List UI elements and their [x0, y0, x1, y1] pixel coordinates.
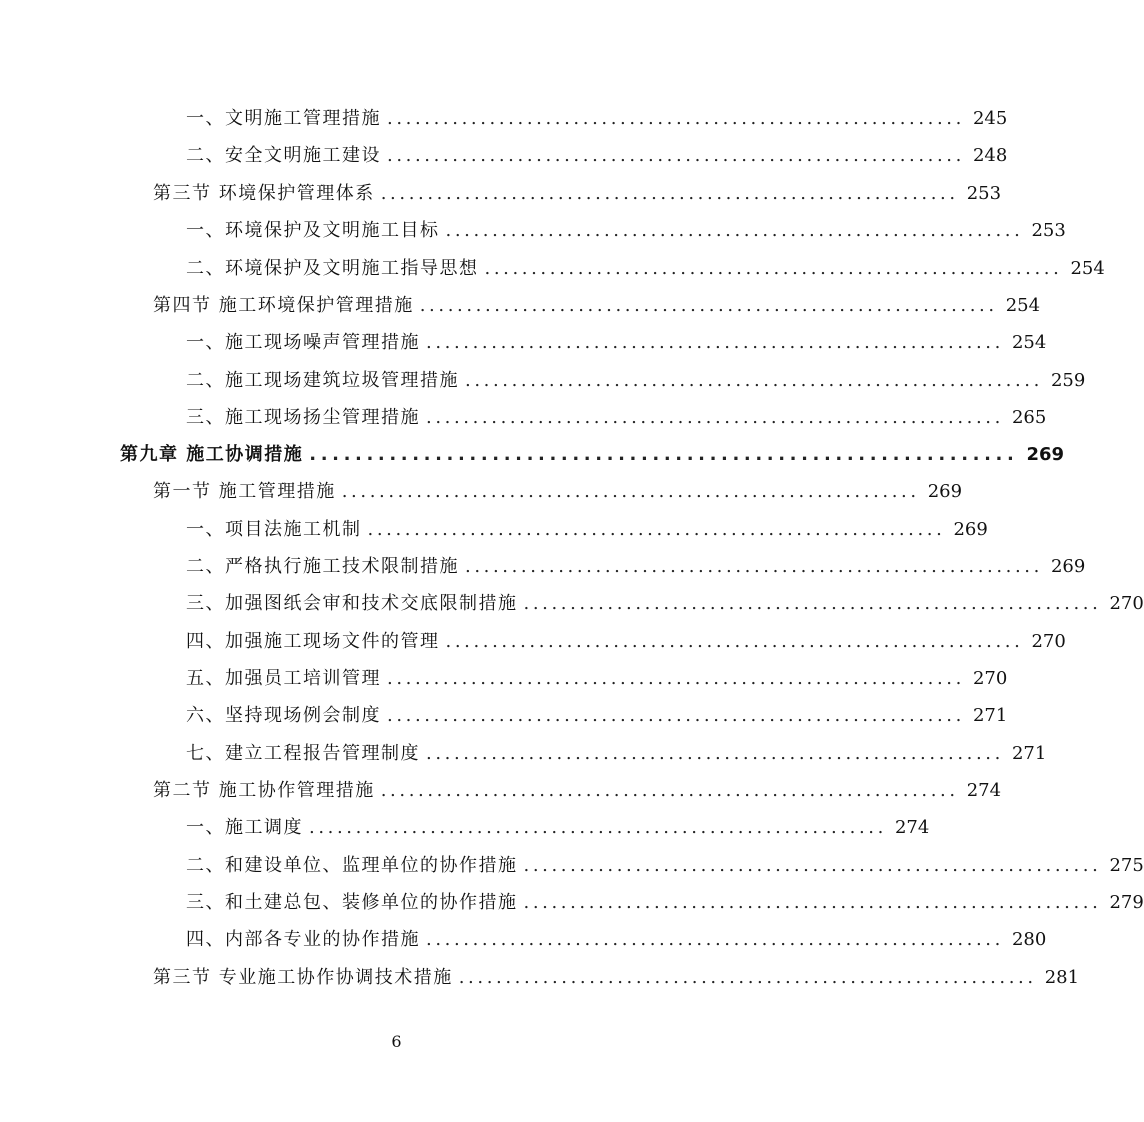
toc-entry[interactable] — [186, 740, 1047, 768]
toc-entry[interactable] — [186, 553, 1086, 581]
toc-entry[interactable] — [153, 292, 1041, 320]
toc-entry-page: 248 — [972, 145, 1008, 166]
toc-entry[interactable] — [186, 329, 1047, 357]
toc-leader-dots: .............................................................. — [458, 967, 1037, 988]
toc-leader-dots: .............................................................. — [380, 780, 959, 801]
toc-leader-dots: .............................................................. — [484, 258, 1063, 279]
toc-entry[interactable] — [153, 777, 1002, 805]
toc-entry[interactable] — [186, 142, 1008, 170]
toc-entry-title: 一、施工调度 — [186, 817, 303, 838]
toc-entry-page: 275 — [1109, 855, 1144, 876]
toc-leader-dots: .............................................................. — [426, 743, 1004, 764]
toc-chapter-entry[interactable] — [120, 441, 1065, 469]
toc-entry[interactable] — [186, 217, 1066, 245]
toc-leader-dots: .............................................................. — [445, 220, 1024, 241]
toc-entry[interactable] — [186, 852, 1144, 880]
toc-entry-title: 第一节 施工管理措施 — [153, 481, 336, 502]
toc-entry-title: 二、和建设单位、监理单位的协作措施 — [186, 855, 518, 876]
toc-entry-page: 269 — [927, 481, 963, 502]
toc-entry-page: 279 — [1109, 892, 1144, 913]
toc-entry-title: 第三节 专业施工协作协调技术措施 — [153, 967, 453, 988]
toc-entry[interactable] — [153, 964, 1080, 992]
toc-leader-dots: .............................................................. — [523, 892, 1102, 913]
toc-leader-dots: .............................................................. — [387, 668, 965, 689]
toc-entry-title: 六、坚持现场例会制度 — [186, 705, 381, 726]
toc-leader-dots: .............................................................. — [387, 145, 965, 166]
toc-leader-dots: .............................................................. — [523, 593, 1102, 614]
toc-entry-title: 一、施工现场噪声管理措施 — [186, 332, 420, 353]
toc-entry-title: 三、和土建总包、装修单位的协作措施 — [186, 892, 518, 913]
toc-leader-dots: .............................................................. — [367, 519, 946, 540]
toc-entry[interactable] — [153, 180, 1002, 208]
toc-entry-title: 第三节 环境保护管理体系 — [153, 183, 375, 204]
toc-entry[interactable] — [186, 814, 930, 842]
toc-entry[interactable] — [153, 478, 963, 506]
toc-leader-dots: .............................................................. — [426, 929, 1004, 950]
toc-entry[interactable] — [186, 628, 1066, 656]
page-number: 6 — [391, 1032, 402, 1051]
toc-entry-title: 四、加强施工现场文件的管理 — [186, 631, 440, 652]
toc-entry-page: 270 — [1031, 631, 1066, 652]
toc-leader-dots: .............................................................. — [426, 332, 1004, 353]
toc-entry[interactable] — [186, 255, 1105, 283]
toc-entry[interactable] — [186, 665, 1008, 693]
toc-entry-title: 七、建立工程报告管理制度 — [186, 743, 420, 764]
toc-entry[interactable] — [186, 367, 1086, 395]
toc-entry-page: 265 — [1011, 407, 1047, 428]
toc-entry-page: 269 — [953, 519, 988, 540]
toc-entry-page: 269 — [1026, 444, 1065, 465]
toc-entry-page: 271 — [972, 705, 1008, 726]
toc-leader-dots: .............................................................. — [309, 444, 1019, 465]
toc-entry-title: 三、施工现场扬尘管理措施 — [186, 407, 420, 428]
toc-leader-dots: .............................................................. — [419, 295, 998, 316]
toc-entry[interactable] — [186, 404, 1047, 432]
toc-entry-title: 一、项目法施工机制 — [186, 519, 362, 540]
toc-entry-title: 二、安全文明施工建设 — [186, 145, 381, 166]
toc-entry[interactable] — [186, 516, 988, 544]
toc-entry-page: 280 — [1011, 929, 1047, 950]
toc-entry-page: 270 — [972, 668, 1008, 689]
toc-entry-title: 一、环境保护及文明施工目标 — [186, 220, 440, 241]
toc-entry-page: 281 — [1044, 967, 1080, 988]
toc-leader-dots: .............................................................. — [341, 481, 920, 502]
toc-leader-dots: .............................................................. — [309, 817, 887, 838]
toc-entry-title: 第四节 施工环境保护管理措施 — [153, 295, 414, 316]
toc-entry-page: 271 — [1011, 743, 1047, 764]
toc-entry-title: 五、加强员工培训管理 — [186, 668, 381, 689]
toc-leader-dots: .............................................................. — [387, 705, 965, 726]
toc-entry-title: 四、内部各专业的协作措施 — [186, 929, 420, 950]
toc-leader-dots: .............................................................. — [426, 407, 1004, 428]
toc-leader-dots: .............................................................. — [465, 556, 1043, 577]
toc-entry-page: 254 — [1005, 295, 1041, 316]
toc-leader-dots: .............................................................. — [445, 631, 1024, 652]
toc-entry-title: 二、施工现场建筑垃圾管理措施 — [186, 370, 459, 391]
toc-entry-title: 二、环境保护及文明施工指导思想 — [186, 258, 479, 279]
toc-entry-title: 一、文明施工管理措施 — [186, 108, 381, 129]
toc-entry-title: 第二节 施工协作管理措施 — [153, 780, 375, 801]
toc-entry-page: 274 — [894, 817, 930, 838]
toc-leader-dots: .............................................................. — [380, 183, 959, 204]
toc-entry-page: 254 — [1011, 332, 1047, 353]
toc-entry-page: 253 — [966, 183, 1002, 204]
toc-entry-page: 245 — [972, 108, 1008, 129]
toc-leader-dots: .............................................................. — [387, 108, 965, 129]
toc-entry[interactable] — [186, 889, 1144, 917]
toc-leader-dots: .............................................................. — [523, 855, 1102, 876]
toc-entry-title: 二、严格执行施工技术限制措施 — [186, 556, 459, 577]
toc-entry-page: 253 — [1031, 220, 1066, 241]
toc-entry[interactable] — [186, 926, 1047, 954]
toc-entry[interactable] — [186, 702, 1008, 730]
toc-entry-title: 三、加强图纸会审和技术交底限制措施 — [186, 593, 518, 614]
toc-entry-page: 254 — [1070, 258, 1105, 279]
toc-entry-page: 270 — [1109, 593, 1144, 614]
toc-entry-page: 269 — [1050, 556, 1086, 577]
toc-entry[interactable] — [186, 590, 1144, 618]
toc-leader-dots: .............................................................. — [465, 370, 1043, 391]
toc-entry-title: 第九章 施工协调措施 — [120, 444, 304, 465]
toc-entry[interactable] — [186, 105, 1008, 133]
toc-entry-page: 274 — [966, 780, 1002, 801]
toc-entry-page: 259 — [1050, 370, 1086, 391]
